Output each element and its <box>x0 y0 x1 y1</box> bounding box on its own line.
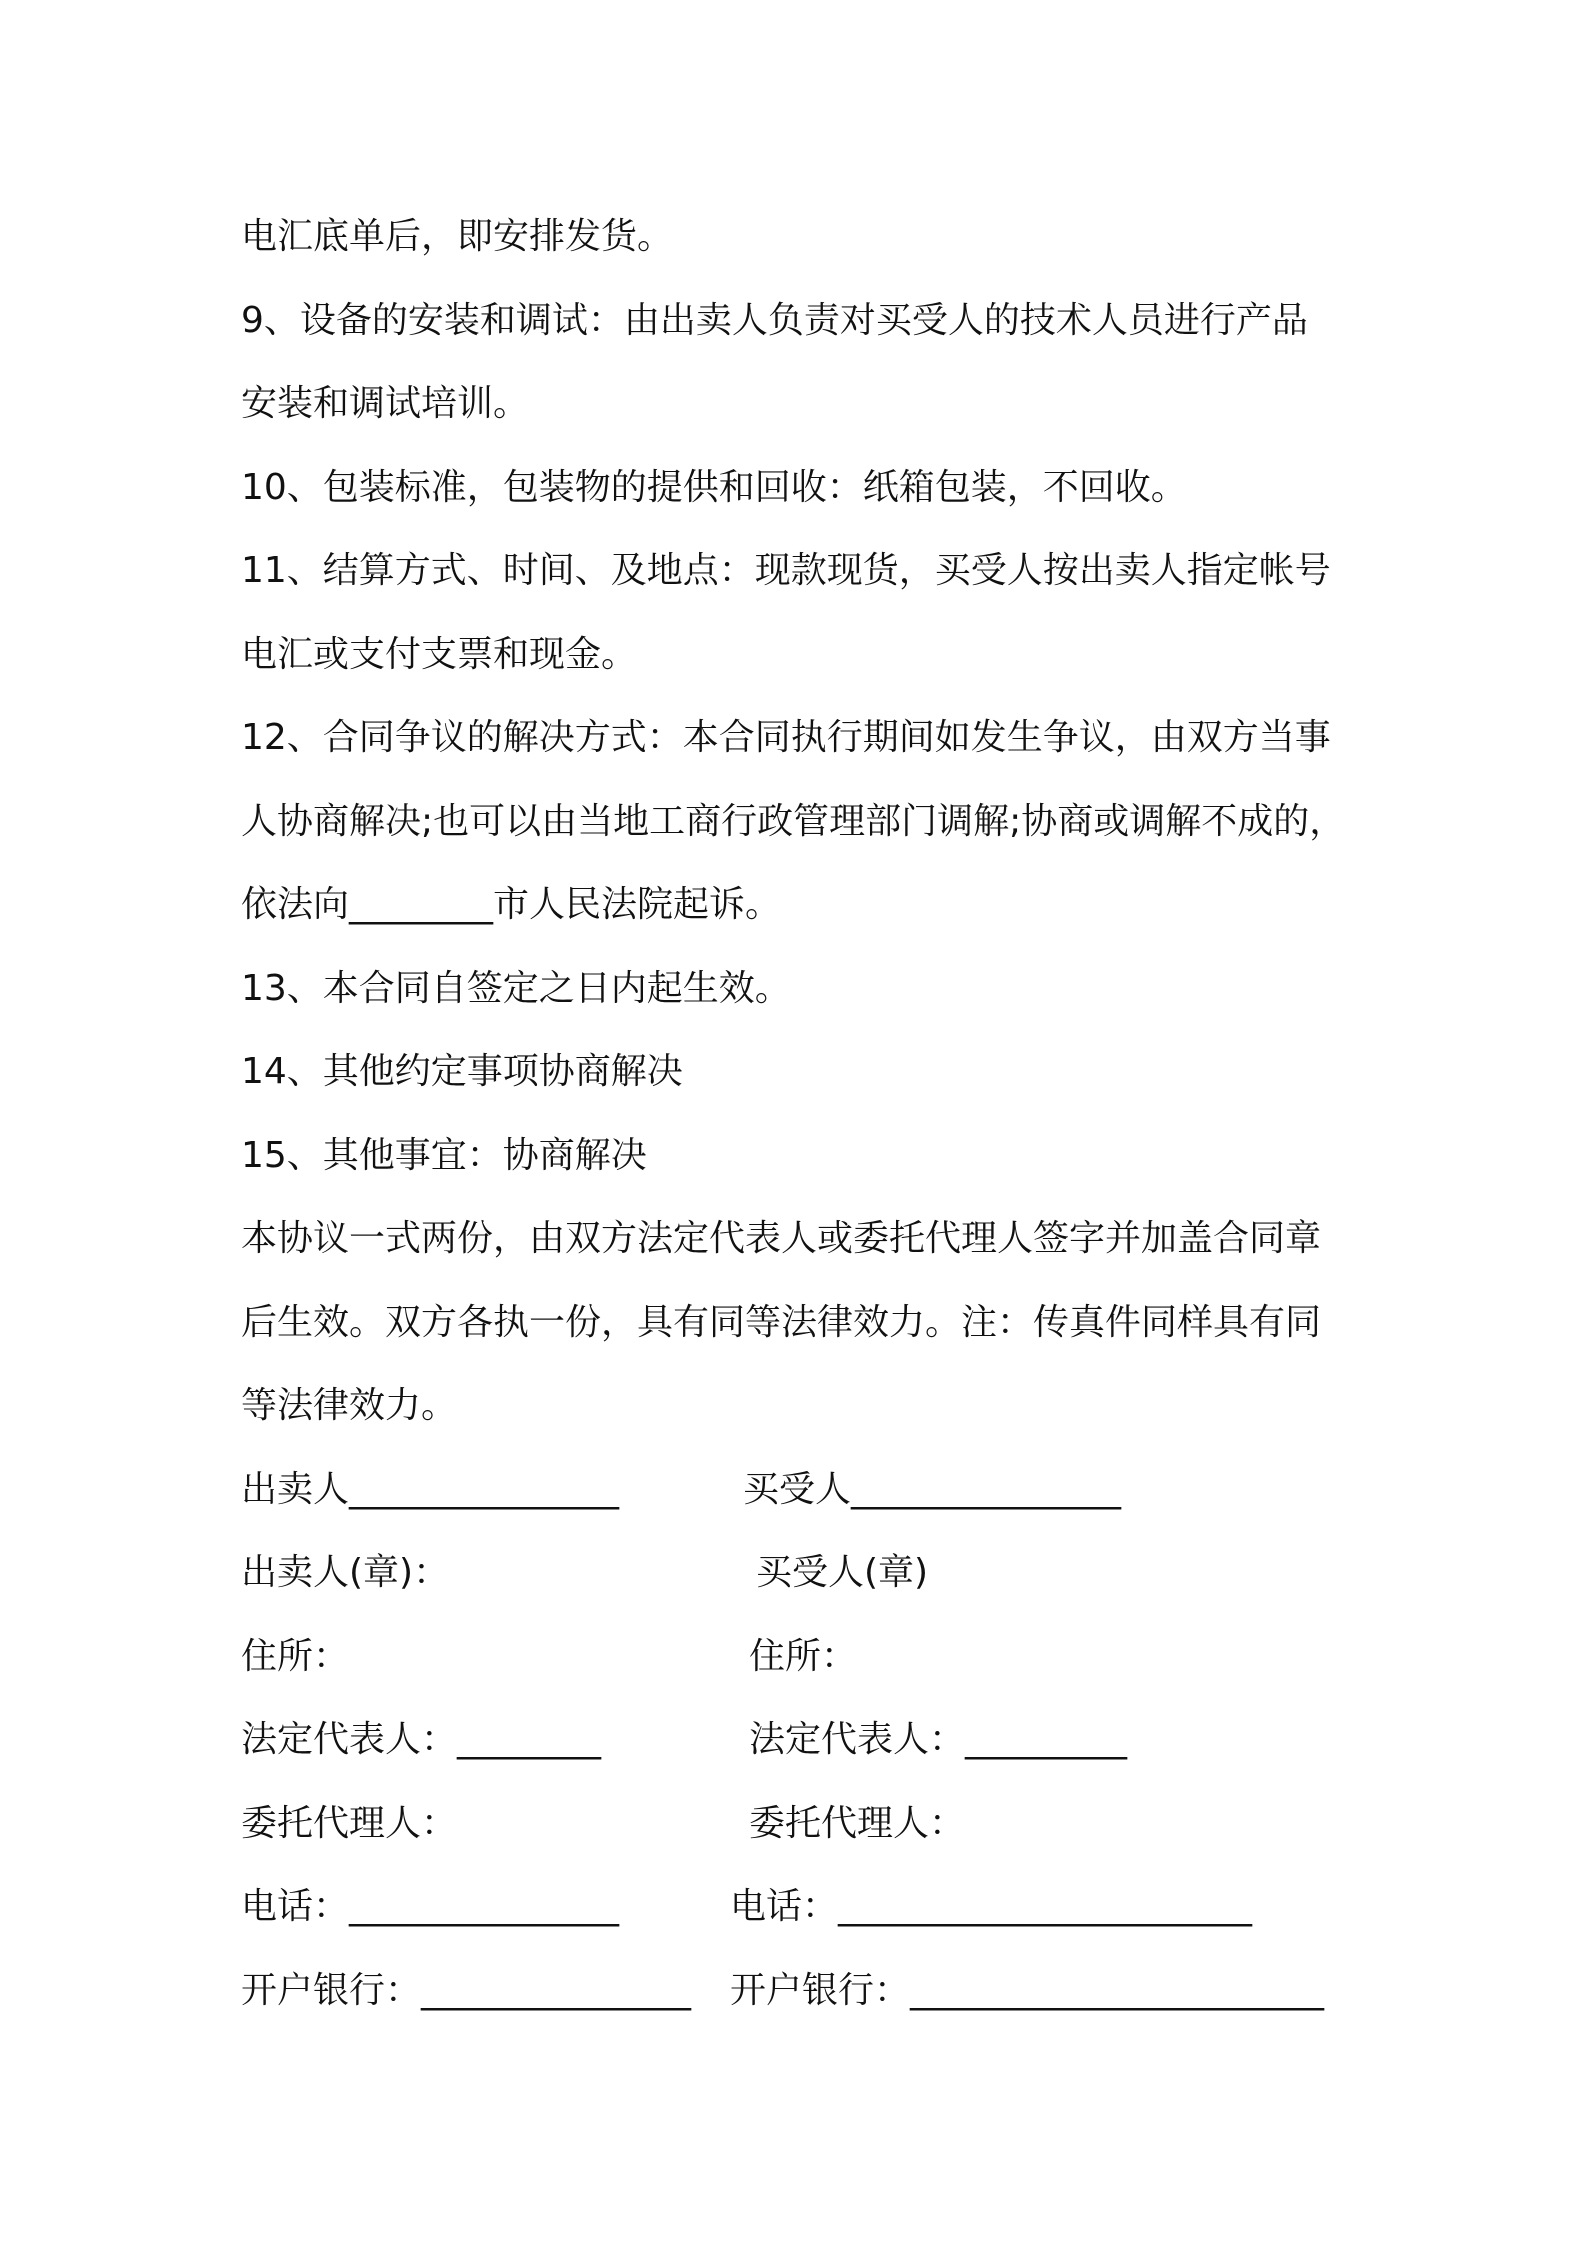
buyer-phone-line: 电话：_______________________ <box>730 1886 1253 1927</box>
paragraph-line: 依法向________市人民法院起诉。 <box>241 884 782 925</box>
signature-row-agent <box>241 1782 1371 1866</box>
signature-block <box>241 1448 1371 2033</box>
signature-row-seal <box>241 1531 1371 1615</box>
paragraph-line: 11、结算方式、时间、及地点：现款现货，买受人按出卖人指定帐号 <box>241 550 1331 591</box>
paragraph-line: 15、其他事宜：协商解决 <box>241 1134 647 1176</box>
paragraph-line: 9、设备的安装和调试：由出卖人负责对买受人的技术人员进行产品 <box>241 299 1308 341</box>
seller-phone-line: 电话：_______________ <box>241 1886 620 1927</box>
paragraph-line: 电汇底单后，即安排发货。 <box>241 216 674 257</box>
seller-bank-line: 开户银行：_______________ <box>241 1969 692 2011</box>
paragraph-line: 13、本合同自签定之日内起生效。 <box>241 967 791 1009</box>
buyer-agent-label: 委托代理人： <box>749 1802 966 1844</box>
seller-legal-representative-line: 法定代表人：________ <box>241 1719 602 1760</box>
signature-row-seller-buyer <box>241 1448 1371 1532</box>
buyer-seal-label: 买受人(章) <box>756 1552 929 1593</box>
paragraph-line: 电汇或支付支票和现金。 <box>241 633 638 675</box>
seller-seal-label: 出卖人(章)： <box>241 1552 450 1593</box>
signature-row-legal-representative <box>241 1698 1371 1782</box>
paragraph-line: 安装和调试培训。 <box>241 383 530 424</box>
signature-row-bank <box>241 1949 1371 2033</box>
signature-row-phone <box>241 1865 1371 1949</box>
seller-signature-line: 出卖人_______________ <box>241 1468 620 1510</box>
seller-address-label: 住所： <box>241 1635 350 1677</box>
buyer-bank-line: 开户银行：_______________________ <box>730 1969 1325 2011</box>
buyer-address-label: 住所： <box>749 1635 858 1677</box>
paragraph-line: 12、合同争议的解决方式：本合同执行期间如发生争议，由双方当事 <box>241 717 1331 758</box>
buyer-legal-representative-line: 法定代表人：_________ <box>749 1719 1128 1760</box>
paragraph-line: 后生效。双方各执一份，具有同等法律效力。注：传真件同样具有同 <box>241 1301 1322 1343</box>
contract-text <box>241 195 1371 2032</box>
seller-agent-label: 委托代理人： <box>241 1802 458 1844</box>
paragraph-line: 等法律效力。 <box>241 1385 458 1426</box>
paragraph-line: 本协议一式两份，由双方法定代表人或委托代理人签字并加盖合同章 <box>241 1218 1322 1259</box>
signature-row-address <box>241 1615 1371 1699</box>
paragraph-line: 10、包装标准，包装物的提供和回收：纸箱包装，不回收。 <box>241 466 1187 508</box>
paragraph-line: 14、其他约定事项协商解决 <box>241 1051 683 1092</box>
paragraph-line: 人协商解决;也可以由当地工商行政管理部门调解;协商或调解不成的， <box>241 800 1346 842</box>
buyer-signature-line: 买受人_______________ <box>743 1468 1122 1510</box>
